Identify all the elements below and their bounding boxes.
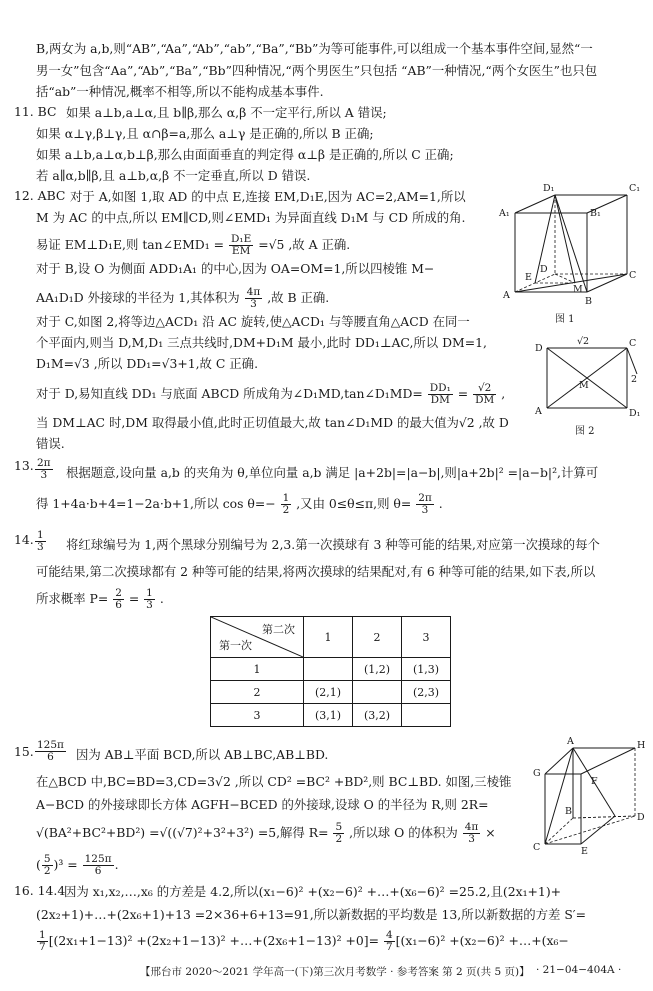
figure-1-cube: [497, 180, 647, 330]
text-line: 错误.: [36, 436, 65, 451]
problem-number: 15.: [14, 744, 34, 759]
label: A₁: [499, 208, 510, 219]
text-line: 个平面内,则当 D,M,D₁ 三点共线时,DM+D₁M 最小,此时 DD₁⊥AC,所以 DM=1,: [36, 335, 487, 350]
label: D: [637, 812, 645, 823]
text-line: D₁M=√3 ,所以 DD₁=√3+1,故 C 正确.: [36, 356, 259, 371]
text-line: 对于 B,设 O 为侧面 ADD₁A₁ 的中心,因为 OA=OM=1,所以四棱锥 M−: [36, 261, 435, 276]
problem-number: 16. 14.4: [14, 883, 66, 898]
dimension-label: √2: [577, 336, 590, 347]
figure-3-box: [527, 734, 647, 854]
label: F: [591, 776, 598, 787]
text-line: 对于 C,如图 2,将等边△ACD₁ 沿 AC 旋转,使△ACD₁ 与等腰直角△ACD 在同一: [36, 314, 470, 329]
fraction: $\frac{4\pi}{3}$: [246, 286, 261, 310]
label: G: [533, 768, 541, 779]
figure-caption: 图 2: [575, 426, 595, 437]
label: E: [581, 846, 588, 854]
label: C: [629, 270, 637, 281]
table-corner-header: 第二次 第一次: [211, 617, 304, 658]
table-row-header: 1: [211, 658, 304, 681]
text-line: 所求概率 P= $\frac{2}{6}$ = $\frac{1}{3}$ .: [36, 587, 164, 611]
text-line: 对于 D,易知直线 DD₁ 与底面 ABCD 所成角为∠D₁MD,tan∠D₁MD= $\frac{\text{DD₁}}{DM}$ = $\frac{√2}{DM}$ ,: [36, 382, 506, 406]
table-cell: [402, 704, 451, 727]
text-line: 如果 a⊥b,a⊥α,b⊥β,那么由面面垂直的判定得 α⊥β 是正确的,所以 C 正确;: [36, 147, 454, 162]
label: C₁: [629, 183, 641, 194]
label: D₁: [629, 408, 641, 419]
text-line: 将红球编号为 1,两个黑球分别编号为 2,3.第一次摸球有 3 种等可能的结果,对应第一次摸球的每个: [66, 537, 600, 552]
text-line: 易证 EM⊥D₁E,则 tan∠EMD₁ = $\frac{\text{D₁E}}{EM}$ =√5 ,故 A 正确.: [36, 233, 351, 257]
fraction: $\frac{\text{DD₁}}{DM}$: [429, 382, 451, 406]
text-line: AA₁D₁D 外接球的半径为 1,其体积为 $\frac{4\pi}{3}$ ,故 B 正确.: [36, 286, 330, 310]
table-col-header: 2: [353, 617, 402, 658]
text-line: 如果 α⊥γ,β⊥γ,且 α∩β=a,那么 a⊥γ 是正确的,所以 B 正确;: [36, 126, 374, 141]
fraction: $\frac{√2}{DM}$: [475, 382, 495, 406]
label: A: [535, 406, 542, 417]
text-line: 可能结果,第二次摸球都有 2 种等可能的结果,将两次摸球的结果配对,有 6 种等可能的结果,如下表,所以: [36, 564, 596, 579]
label: A: [567, 736, 574, 747]
answer: $\frac{2\pi}{3}$: [37, 457, 51, 481]
text-line: 如果 a⊥b,a⊥α,且 b∥β,那么 α,β 不一定平行,所以 A 错误;: [66, 105, 387, 120]
label: M: [579, 380, 589, 391]
problem-number: 11. BC: [14, 104, 57, 119]
table-row-header: 2: [211, 681, 304, 704]
table-cell: [353, 681, 402, 704]
text-line: (2x₂+1)+…+(2x₆+1)+13 =2×36+6+13=91,所以新数据的平均数是 13,所以新数据的方差 S′=: [36, 907, 586, 922]
text-line: √(BA²+BC²+BD²) =√((√7)²+3²+3²) =5,解得 R= $\frac{5}{2}$ ,所以球 O 的体积为 $\frac{4\pi}{3}$ ×: [36, 821, 496, 845]
text-line: A−BCD 的外接球即长方体 AGFH−BCED 的外接球,设球 O 的半径为 R,则 2R=: [36, 797, 489, 812]
dimension-label: 2: [631, 374, 638, 385]
table-row: [211, 704, 451, 727]
table-cell: (2,1): [304, 681, 353, 704]
outcome-table: [210, 616, 451, 727]
label: M: [573, 284, 583, 295]
text-line: 男一女”包含“Aa”,“Ab”,“Ba”,“Bb”四种情况,“两个男医生”只包括 “AB”一种情况,“两个女医生”也只包: [36, 63, 598, 78]
label: D: [535, 343, 543, 354]
label: D: [540, 264, 548, 275]
label: E: [525, 272, 532, 283]
table-row: [211, 681, 451, 704]
text-line: 当 DM⊥AC 时,DM 取得最小值,此时正切值最大,故 tan∠D₁MD 的最大值为√2 ,故 D: [36, 415, 509, 430]
table-cell: [304, 658, 353, 681]
figure-2-quad: [533, 334, 648, 444]
table-row-header: 3: [211, 704, 304, 727]
figure-caption: 图 1: [555, 314, 575, 325]
answer: $\frac{125\pi}{6}$: [37, 739, 64, 763]
label: A: [503, 290, 510, 301]
table-col-header: 3: [402, 617, 451, 658]
table-cell: (2,3): [402, 681, 451, 704]
text-line: 若 a∥α,b∥β,且 a⊥b,α,β 不一定垂直,所以 D 错误.: [36, 168, 311, 183]
label: H: [637, 740, 646, 751]
table-cell: (1,2): [353, 658, 402, 681]
text-line: M 为 AC 的中点,所以 EM∥CD,则∠EMD₁ 为异面直线 D₁M 与 CD 所成的角.: [36, 210, 466, 225]
text-line: 括“ab”一种情况,概率不相等,所以不能构成基本事件.: [36, 84, 324, 99]
table-cell: (3,2): [353, 704, 402, 727]
label: B: [565, 806, 572, 817]
text-line: 对于 A,如图 1,取 AD 的中点 E,连接 EM,D₁E,因为 AC=2,AM=1,所以: [70, 189, 466, 204]
fraction: $\frac{\text{D₁E}}{EM}$: [230, 233, 252, 257]
text-line: $\frac{1}{7}$ [(2x₁+1−13)² +(2x₂+1−13)² +…+(2x₆+1−13)² +0]= $\frac{4}{7}$ [(x₁−6)² +(x₂−6)² +…+(x₆−: [39, 929, 569, 953]
problem-number: 14.: [14, 532, 34, 547]
text-line: B,两女为 a,b,则“AB”,“Aa”,“Ab”,“ab”,“Ba”,“Bb”为等可能事件,可以组成一个基本事件空间,显然“一: [36, 41, 593, 56]
answer: $\frac{1}{3}$: [37, 529, 44, 553]
table-col-header: 1: [304, 617, 353, 658]
table-row: [211, 658, 451, 681]
problem-number: 13.: [14, 458, 34, 473]
text-line: 在△BCD 中,BC=BD=3,CD=3√2 ,所以 CD² =BC² +BD²,则 BC⊥BD. 如图,三棱锥: [36, 774, 512, 789]
text-line: 根据题意,设向量 a,b 的夹角为 θ,单位向量 a,b 满足 |a+2b|=|a−b|,则|a+2b|² =|a−b|²,计算可: [66, 465, 599, 480]
label: B₁: [590, 208, 601, 219]
label: B: [585, 296, 592, 307]
problem-number: 12. ABC: [14, 188, 66, 203]
label: D₁: [543, 183, 555, 194]
label: C: [629, 338, 637, 349]
text-line: 得 1+4a·b+4=1−2a·b+1,所以 cos θ=− $\frac{1}{2}$ ,又由 0≤θ≤π,则 θ= $\frac{2\pi}{3}$ .: [36, 492, 443, 516]
text-line: 因为 x₁,x₂,…,x₆ 的方差是 4.2,所以(x₁−6)² +(x₂−6)² +…+(x₆−6)² =25.2,且(2x₁+1)+: [64, 884, 562, 899]
text-line: ( $\frac{5}{2}$ )³ = $\frac{125\pi}{6}$ .: [36, 853, 119, 877]
table-cell: (3,1): [304, 704, 353, 727]
table-cell: (1,3): [402, 658, 451, 681]
label: C: [533, 842, 541, 853]
text-line: 因为 AB⊥平面 BCD,所以 AB⊥BC,AB⊥BD.: [76, 747, 329, 762]
